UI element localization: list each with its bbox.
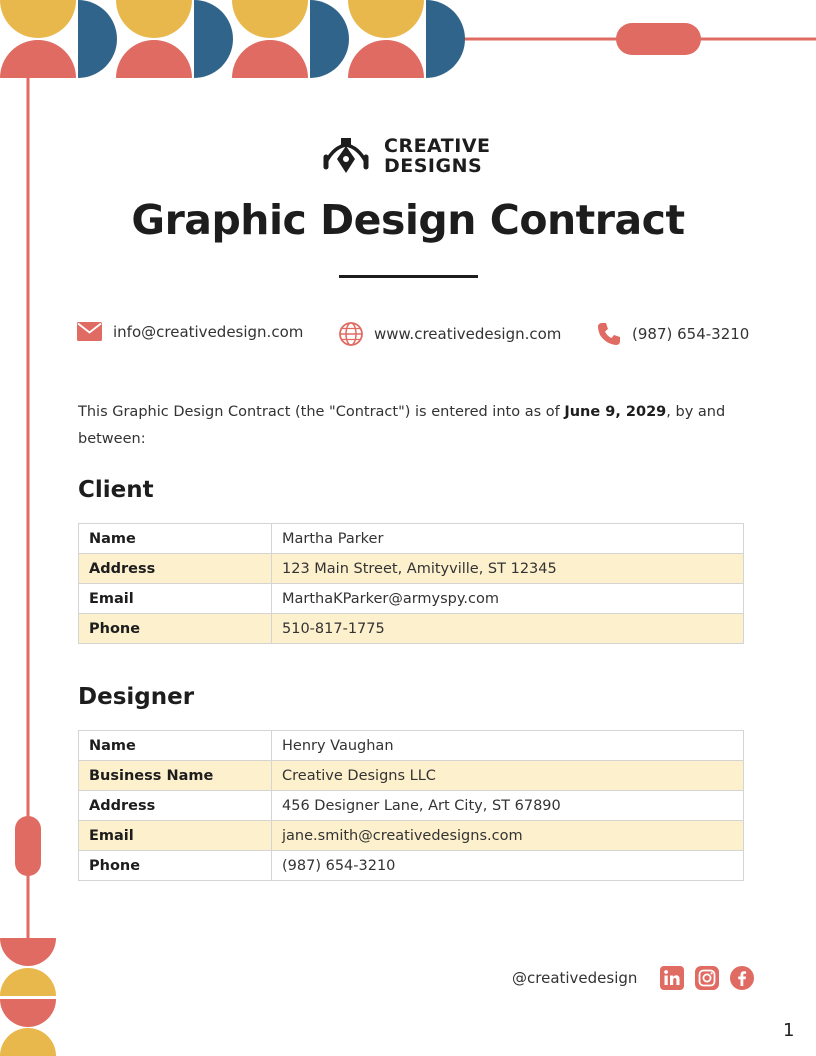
designer-email-label: Email <box>79 821 272 851</box>
designer-heading: Designer <box>78 684 195 710</box>
contact-phone[interactable] <box>597 322 749 346</box>
page-title: Graphic Design Contract <box>131 196 685 244</box>
table-row <box>79 731 744 761</box>
client-table <box>78 523 744 644</box>
brand-name <box>384 136 491 176</box>
contact-website-text[interactable]: www.creativedesign.com <box>374 325 562 343</box>
table-row <box>79 614 744 644</box>
table-row <box>79 821 744 851</box>
intro-text-after: , by and between: <box>78 404 726 447</box>
brand-logo <box>322 136 491 176</box>
client-name-label: Name <box>79 524 272 554</box>
contact-email[interactable] <box>77 322 303 341</box>
table-row <box>79 554 744 584</box>
client-phone-value: 510-817-1775 <box>272 614 744 644</box>
designer-business-value: Creative Designs LLC <box>272 761 744 791</box>
phone-icon <box>597 322 621 346</box>
contact-website[interactable] <box>339 322 561 346</box>
designer-phone-label: Phone <box>79 851 272 881</box>
table-row <box>79 791 744 821</box>
brand-line-2: DESIGNS <box>384 155 483 177</box>
client-heading: Client <box>78 477 154 503</box>
client-email-label: Email <box>79 584 272 614</box>
designer-phone-value: (987) 654-3210 <box>272 851 744 881</box>
contact-phone-text[interactable]: (987) 654-3210 <box>632 325 750 343</box>
title-underline <box>339 275 478 278</box>
client-address-value: 123 Main Street, Amityville, ST 12345 <box>272 554 744 584</box>
client-name-value: Martha Parker <box>272 524 744 554</box>
designer-business-label: Business Name <box>79 761 272 791</box>
left-decoration <box>0 0 60 1056</box>
linkedin-icon[interactable] <box>660 966 684 990</box>
designer-table <box>78 730 744 881</box>
social-links <box>512 966 754 990</box>
designer-name-label: Name <box>79 731 272 761</box>
envelope-icon <box>77 322 102 341</box>
social-handle[interactable]: @creativedesign <box>512 969 638 987</box>
designer-address-label: Address <box>79 791 272 821</box>
designer-email-value: jane.smith@creativedesigns.com <box>272 821 744 851</box>
client-phone-label: Phone <box>79 614 272 644</box>
intro-paragraph <box>78 399 748 453</box>
top-decoration <box>0 0 816 80</box>
contract-date: June 9, 2029 <box>564 404 667 420</box>
page-number: 1 <box>783 1020 795 1041</box>
contact-email-text[interactable]: info@creativedesign.com <box>113 322 304 341</box>
intro-text-before: This Graphic Design Contract (the "Contract") is entered into as of <box>78 404 565 420</box>
client-address-label: Address <box>79 554 272 584</box>
client-email-value: MarthaKParker@armyspy.com <box>272 584 744 614</box>
designer-address-value: 456 Designer Lane, Art City, ST 67890 <box>272 791 744 821</box>
table-row <box>79 761 744 791</box>
table-row <box>79 524 744 554</box>
globe-icon <box>339 322 363 346</box>
facebook-icon[interactable] <box>730 966 754 990</box>
designer-name-value: Henry Vaughan <box>272 731 744 761</box>
table-row <box>79 584 744 614</box>
table-row <box>79 851 744 881</box>
pen-nib-icon <box>322 137 370 175</box>
instagram-icon[interactable] <box>695 966 719 990</box>
brand-line-1: CREATIVE <box>384 135 491 157</box>
